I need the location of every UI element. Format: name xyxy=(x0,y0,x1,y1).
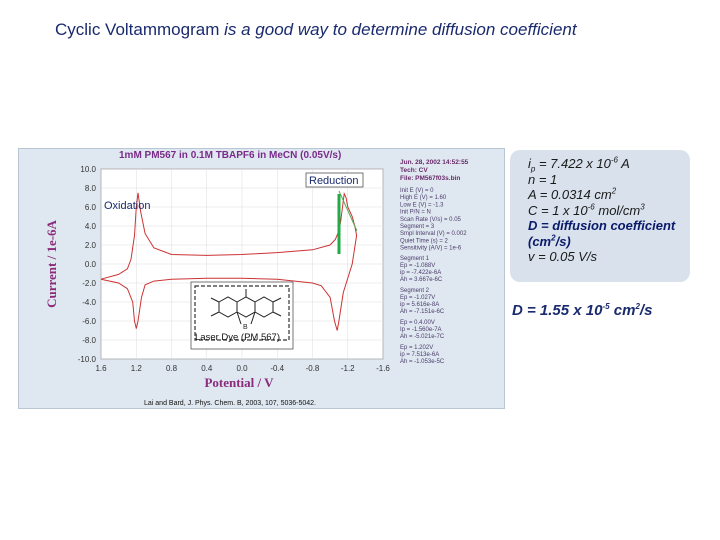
x-tick-label: -0.8 xyxy=(305,364,320,373)
molecule-caption: Laser Dye (PM 567) xyxy=(195,332,281,343)
x-tick-label: -1.2 xyxy=(340,364,355,373)
y-tick-label: -4.0 xyxy=(82,298,96,307)
conc-value: C = 1 x 10 xyxy=(528,202,588,218)
d-units: (cm xyxy=(528,233,552,249)
area-value: A = 0.0314 cm xyxy=(528,187,612,202)
x-axis-label: Potential / V xyxy=(204,375,274,390)
ip-exponent: -6 xyxy=(610,155,618,165)
concentration-line xyxy=(528,203,682,219)
area-exponent: 2 xyxy=(611,186,617,196)
segment-line: ip = 7.513e-6A xyxy=(400,351,440,358)
result-suffix: /s xyxy=(639,302,653,319)
segment-line: Ep = 0.4.00V xyxy=(400,319,435,326)
segment-line: Ah = -1.053e-5C xyxy=(400,358,445,365)
result-unit: cm xyxy=(609,302,636,319)
instrument-parameters xyxy=(400,159,469,365)
y-tick-label: -6.0 xyxy=(82,317,96,326)
header-line: File: PM567f03s.bin xyxy=(400,175,461,182)
parameter-line: Smpl Interval (V) = 0.002 xyxy=(400,231,467,238)
diffusion-result xyxy=(512,302,652,319)
y-tick-label: 6.0 xyxy=(84,203,96,212)
segment-line: Ah = -5.021e-7C xyxy=(400,333,445,340)
x-tick-label: 0.8 xyxy=(165,364,178,373)
y-tick-label: 4.0 xyxy=(84,222,96,231)
boron-atom: B xyxy=(243,324,248,331)
area-line xyxy=(528,187,682,203)
header-line: Tech: CV xyxy=(400,167,428,174)
segment-line: Ep = -1.088V xyxy=(400,262,436,269)
d-def-text: D = diffusion coefficient xyxy=(528,218,676,233)
parameter-line: Init P/N = N xyxy=(400,209,431,216)
x-tick-labels xyxy=(95,364,390,373)
d-units-exponent: 2 xyxy=(551,233,556,243)
n-line: n = 1 xyxy=(528,171,558,187)
citation: Lai and Bard, J. Phys. Chem. B, 2003, 107, 5036-5042. xyxy=(144,400,316,407)
diffusion-definition xyxy=(528,218,682,249)
segment-line: Segment 2 xyxy=(400,287,430,294)
x-tick-label: -0.4 xyxy=(270,364,285,373)
x-tick-label: 1.6 xyxy=(95,364,107,373)
slide-title xyxy=(55,20,577,40)
conc-unit: mol/cm xyxy=(594,202,641,218)
ip-line xyxy=(528,156,682,172)
y-tick-label: -8.0 xyxy=(82,336,96,345)
ip-symbol: i xyxy=(528,156,531,171)
header-line: Jun. 28, 2002 14:52:55 xyxy=(400,159,469,166)
y-tick-label: -2.0 xyxy=(82,279,96,288)
result-prefix: D = 1.55 x 10 xyxy=(512,302,603,319)
ip-unit: A xyxy=(618,156,630,171)
x-tick-label: 0.4 xyxy=(201,364,213,373)
segment-line: Ep = 1.202V xyxy=(400,344,434,351)
d-units-end: /s) xyxy=(555,233,571,249)
y-tick-label: 8.0 xyxy=(84,184,96,193)
parameter-line: Init E (V) = 0 xyxy=(400,188,434,194)
y-tick-labels xyxy=(78,165,97,364)
segment-line: Ip = -1.560e-7A xyxy=(400,326,442,333)
parameter-line: Quiet Time (s) = 2 xyxy=(400,238,448,245)
result-exponent: -5 xyxy=(602,302,610,311)
y-tick-label: 2.0 xyxy=(84,241,96,250)
x-tick-label: -1.6 xyxy=(376,364,390,373)
segment-line: ip = 5.616e-8A xyxy=(400,301,440,308)
y-tick-label: -10.0 xyxy=(77,355,96,364)
reduction-label: Reduction xyxy=(309,175,359,187)
conc-exponent: -6 xyxy=(587,202,595,212)
result-unit-exponent: 2 xyxy=(635,302,640,311)
parameter-box xyxy=(510,150,690,282)
x-tick-label: 0.0 xyxy=(236,364,248,373)
x-tick-label: 1.2 xyxy=(130,364,142,373)
segment-line: ip = -7.422e-6A xyxy=(400,269,442,276)
parameter-line: Sensitivity (A/V) = 1e-6 xyxy=(400,245,462,252)
voltammogram-svg xyxy=(19,149,506,410)
title-italic: is a good way to determine diffusion coefficient xyxy=(224,20,577,39)
title-normal: Cyclic Voltammogram xyxy=(55,20,220,39)
oxidation-label: Oxidation xyxy=(104,200,151,212)
parameter-line: Low E (V) = -1.3 xyxy=(400,202,444,209)
y-axis-label: Current / 1e-6A xyxy=(44,220,59,308)
ip-subscript: p xyxy=(530,164,536,174)
segment-line: Segment 1 xyxy=(400,255,430,262)
plot-title: 1mM PM567 in 0.1M TBAPF6 in MeCN (0.05V/s) xyxy=(119,150,342,161)
y-tick-label: 10.0 xyxy=(80,165,96,174)
conc-unit-exponent: 3 xyxy=(640,202,645,212)
parameter-line: High E (V) = 1.60 xyxy=(400,195,447,202)
y-tick-label: 0.0 xyxy=(84,260,96,269)
parameter-line: Segment = 3 xyxy=(400,224,435,230)
segment-line: Ah = 3.667e-6C xyxy=(400,276,443,283)
ip-value: = 7.422 x 10 xyxy=(535,156,611,171)
scan-rate-line: v = 0.05 V/s xyxy=(528,249,598,264)
segment-line: Ep = -1.027V xyxy=(400,294,436,301)
segment-line: Ah = -7.151e-6C xyxy=(400,308,445,315)
voltammogram-figure xyxy=(18,148,505,409)
parameter-line: Scan Rate (V/s) = 0.05 xyxy=(400,216,461,223)
